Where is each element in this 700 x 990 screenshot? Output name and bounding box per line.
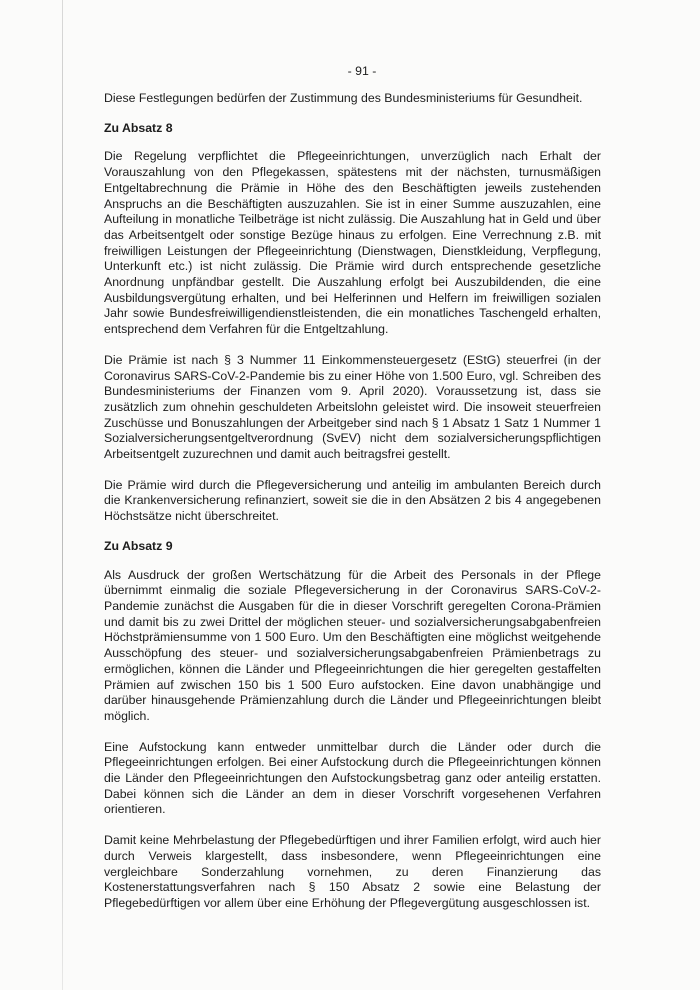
scan-edge-line [62, 0, 63, 990]
section-8-paragraph-2: Die Prämie ist nach § 3 Nummer 11 Einkommensteuergesetz (EStG) steuerfrei (in der Coronavirus SARS-CoV-2-Pandemie bis zu einer Höhe von 1.500 Euro, vgl. Schreiben des Bundesministeriums der Finanzen vom 9. April 2020). Voraussetzung ist, dass sie zusätzlich zum ohnehin geschuldeten Arbeitslohn geleistet wird. Die insoweit steuerfreien Zuschüsse und Bonuszahlungen der Arbeitgeber sind nach § 1 Absatz 1 Satz 1 Nummer 1 Sozialversicherungsentgeltverordnung (SvEV) nicht dem sozialversicherungspflichtigen Arbeitsentgelt zuzurechnen und damit auch beitragsfrei gestellt. [104, 352, 601, 462]
section-8-heading: Zu Absatz 8 [104, 120, 173, 135]
section-9-heading: Zu Absatz 9 [104, 538, 173, 553]
page-number: - 91 - [347, 64, 377, 78]
section-9-paragraph-2: Eine Aufstockung kann entweder unmittelbar durch die Länder oder durch die Pflegeeinrichtungen erfolgen. Bei einer Aufstockung durch die Pflegeeinrichtungen können die Länder den Pflegeeinrichtungen den Aufstockungsbetrag ganz oder anteilig erstatten. Dabei können sich die Länder an dem in dieser Vorschrift vorgesehenen Verfahren orientieren. [104, 739, 601, 817]
section-9-paragraph-3: Damit keine Mehrbelastung der Pflegebedürftigen und ihrer Familien erfolgt, wird auch hier durch Verweis klargestellt, dass insbesondere, wenn Pflegeeinrichtungen eine vergleichbare Sonderzahlung vornehmen, zu deren Finanzierung das Kostenerstattungsverfahren nach § 150 Absatz 2 sowie eine Belastung der Pflegebedürftigen vor allem über eine Erhöhung der Pflegevergütung ausgeschlossen ist. [104, 833, 601, 910]
page-body [104, 91, 601, 927]
section-9-paragraph-1: Als Ausdruck der großen Wertschätzung für die Arbeit des Personals in der Pflege übernimmt einmalig die soziale Pflegeversicherung in der Coronavirus SARS-CoV-2-Pandemie zunächst die Ausgaben für die in dieser Vorschrift geregelten Corona-Prämien und damit bis zu zwei Drittel der möglichen steuer- und sozialversicherungsabgabenfreien Höchstprämiensumme von 1 500 Euro. Um den Beschäftigten eine möglichst weitgehende Ausschöpfung des steuer- und sozialversicherungsabgabenfreien Prämienbetrags zu ermöglichen, können die Länder und Pflegeeinrichtungen die hier geregelten gestaffelten Prämien auf zwischen 150 bis 1 500 Euro aufstocken. Eine davon unabhängige und darüber hinausgehende Prämienzahlung durch die Länder und Pflegeeinrichtungen bleibt möglich. [104, 567, 601, 723]
section-8-paragraph-3: Die Prämie wird durch die Pflegeversicherung und anteilig im ambulanten Bereich durch die Krankenversicherung refinanziert, soweit sie die in den Absätzen 2 bis 4 angegebenen Höchstsätze nicht überschreitet. [104, 477, 601, 524]
intro-line: Diese Festlegungen bedürfen der Zustimmung des Bundesministeriums für Gesundheit. [104, 91, 583, 105]
section-8-paragraph-1: Die Regelung verpflichtet die Pflegeeinrichtungen, unverzüglich nach Erhalt der Vorauszahlung von den Pflegekassen, spätestens mit der nächsten, turnusmäßigen Entgeltabrechnung die Prämie in Höhe des den Beschäftigten jeweils zustehenden Anspruchs an die Beschäftigten auszuzahlen. Sie ist in einer Summe auszuzahlen, eine Aufteilung in monatliche Teilbeträge ist nicht zulässig. Die Auszahlung hat in Geld und über das Arbeitsentgelt oder sonstige Bezüge hinaus zu erfolgen. Eine Verrechnung z.B. mit freiwilligen Leistungen der Pflegeeinrichtung (Dienstwagen, Dienstkleidung, Verpflegung, Unterkunft etc.) ist nicht zulässig. Die Prämie wird durch entsprechende gesetzliche Anordnung unpfändbar gestellt. Die Auszahlung erfolgt bei Auszubildenden, die eine Ausbildungsvergütung erhalten, und bei Helferinnen und Helfern im freiwilligen sozialen Jahr sowie Bundesfreiwilligendienstleistenden, die ein monatliches Taschengeld erhalten, entsprechend dem Verfahren für die Entgeltzahlung. [104, 149, 601, 337]
